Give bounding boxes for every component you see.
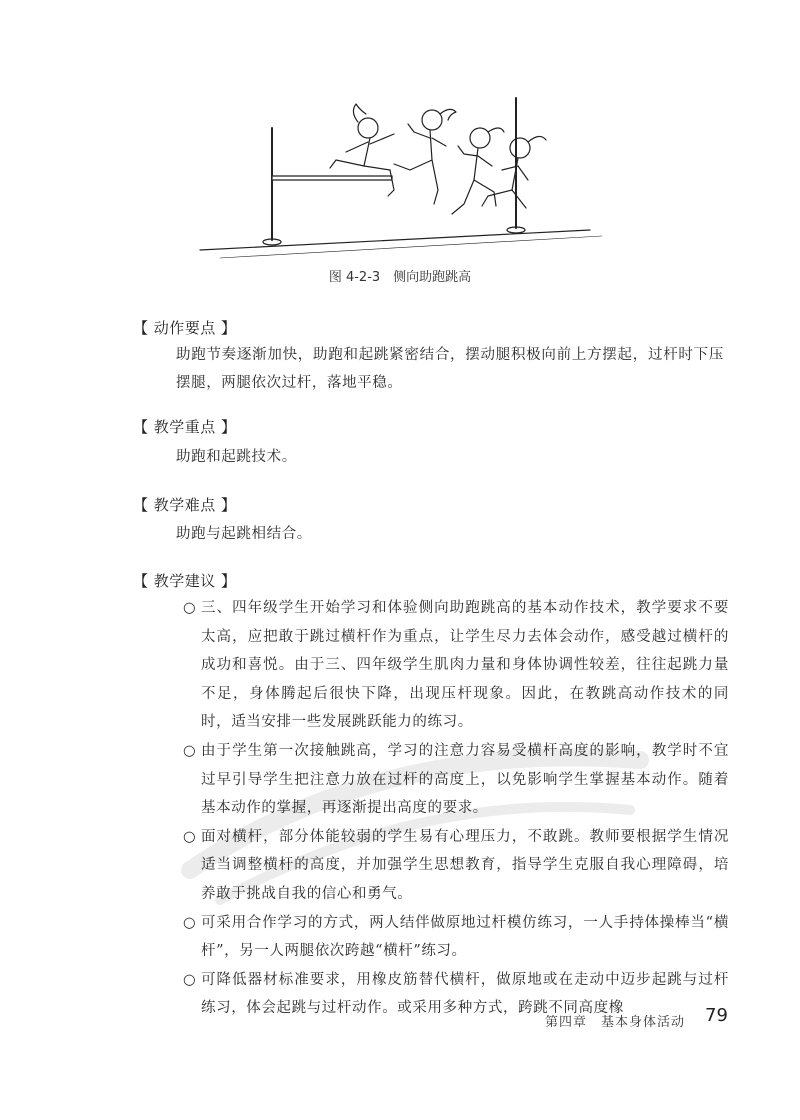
- chapter-footer: 第四章 基本身体活动: [545, 1015, 686, 1030]
- high-jump-illustration: [190, 80, 610, 265]
- suggestions-list: [183, 594, 729, 1023]
- suggestion-text: 三、四年级学生开始学习和体验侧向助跑跳高的基本动作技术，教学要求不要太高，应把敢于跳过横杆作为重点，让学生尽力去体会动作，感受越过横杆的成功和喜悦。由于三、四年级学生肌肉力量和身体协调性较差，往往起跳力量不足，身体腾起后很快下降，出现压杆现象。因此，在教跳高动作技术的同时，适当安排一些发展跳跃能力的练习。: [201, 600, 729, 731]
- circle-bullet-icon: ○: [183, 914, 197, 931]
- suggestion-item: [183, 737, 729, 823]
- figure-caption: 图 4-2-3 侧向助跑跳高: [328, 270, 472, 285]
- suggestion-text: 可采用合作学习的方式，两人结伴做原地过杆模仿练习，一人手持体操棒当“横杆”，另一人两腿依次跨越“横杆”练习。: [201, 914, 729, 960]
- suggestion-item: [183, 594, 729, 737]
- circle-bullet-icon: ○: [183, 600, 197, 616]
- teaching-focus-heading: 【 教学重点 】: [133, 418, 237, 436]
- suggestion-text: 面对横杆，部分体能较弱的学生易有心理压力，不敢跳。教师要根据学生情况适当调整横杆的高度，并加强学生思想教育，指导学生克服自我心理障碍，培养敢于挑战自我的信心和勇气。: [201, 828, 729, 902]
- suggestion-text: 由于学生第一次接触跳高，学习的注意力容易受横杆高度的影响，教学时不宜过早引导学生把注意力放在过杆的高度上，以免影响学生掌握基本动作。随着基本动作的掌握，再逐渐提出高度的要求。: [201, 742, 729, 817]
- circle-bullet-icon: ○: [183, 828, 197, 845]
- key-points-text: 助跑节奏逐渐加快，助跑和起跳紧密结合，摆动腿积极向前上方摆起，过杆时下压摆腿，两腿依次过杆，落地平稳。: [176, 347, 724, 391]
- teaching-difficulty-heading: 【 教学难点 】: [133, 496, 237, 514]
- suggestion-item: [183, 823, 729, 909]
- page-number: 79: [705, 1005, 728, 1026]
- suggestion-item: [183, 909, 729, 966]
- crossbar: [272, 176, 392, 180]
- circle-bullet-icon: ○: [183, 971, 197, 988]
- teaching-suggestions-heading: 【 教学建议 】: [133, 572, 237, 590]
- teaching-difficulty-text: 助跑与起跳相结合。: [176, 526, 312, 542]
- suggestion-text: 可降低器材标准要求，用橡皮筋替代横杆，做原地或在走动中迈步起跳与过杆练习，体会起跳与过杆动作。或采用多种方式，跨跳不同高度橡: [201, 971, 729, 1017]
- circle-bullet-icon: ○: [183, 742, 197, 759]
- teaching-focus-text: 助跑和起跳技术。: [176, 449, 297, 465]
- key-points-heading: 【 动作要点 】: [133, 319, 237, 337]
